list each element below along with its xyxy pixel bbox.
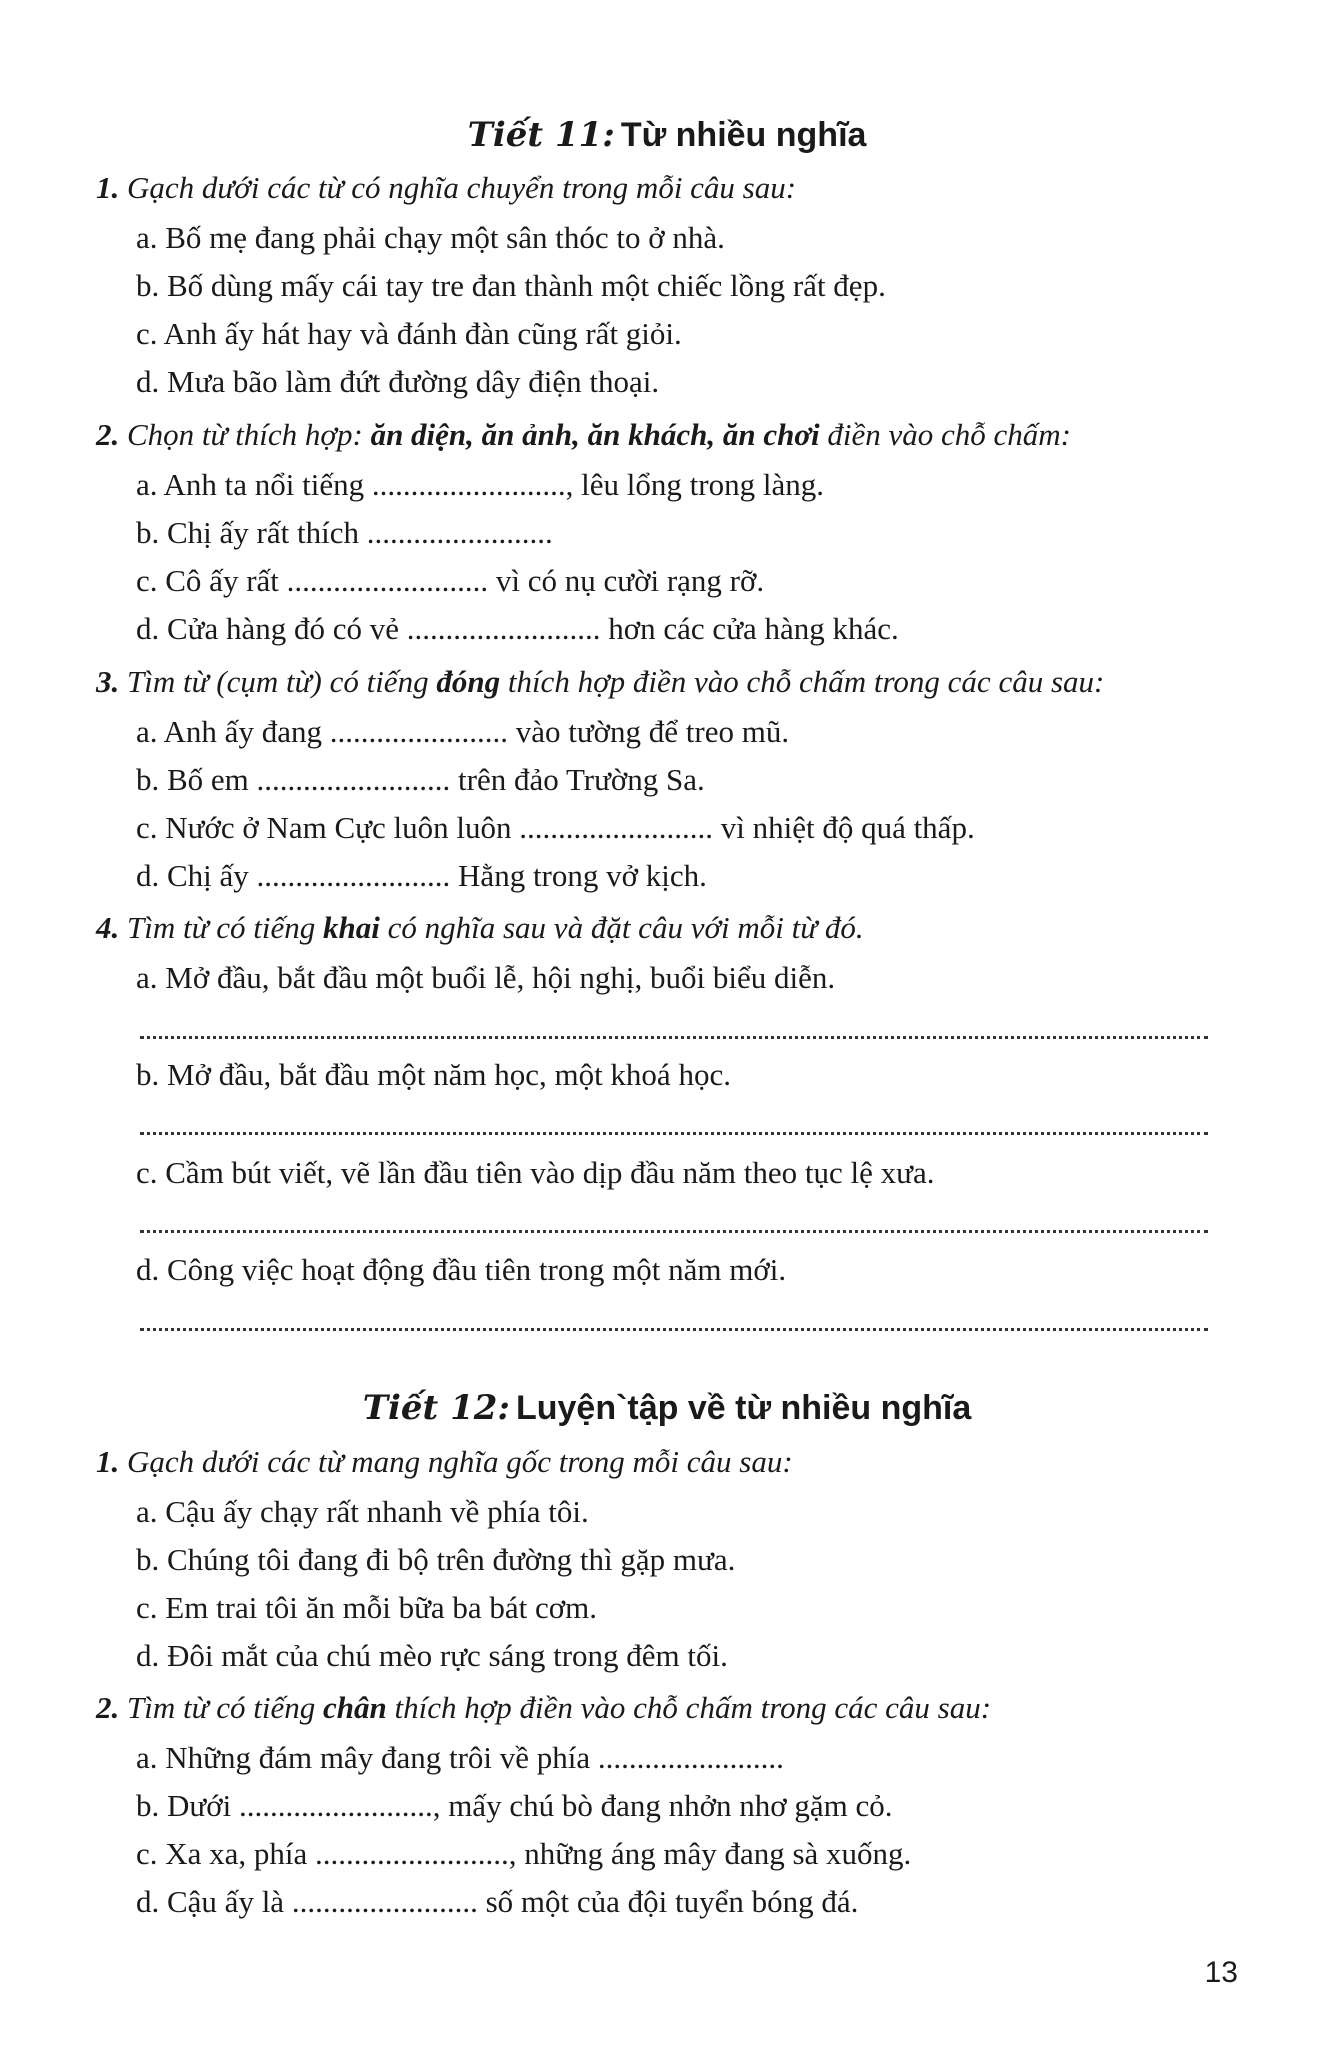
exercise-item: a. Bố mẹ đang phải chạy một sân thóc to ở nhà. <box>136 220 725 255</box>
exercise-item: c. Anh ấy hát hay và đánh đàn cũng rất giỏi. <box>136 316 682 351</box>
exercise-number: 1. <box>96 170 120 205</box>
exercise-item: b. Chúng tôi đang đi bộ trên đường thì gặp mưa. <box>136 1542 736 1577</box>
exercise-item: a. Anh ấy đang ....................... vào tường để treo mũ. <box>136 714 790 749</box>
exercise-text: điền vào chỗ chấm: <box>819 417 1071 452</box>
exercise-item: d. Cửa hàng đó có vẻ ......................... hơn các cửa hàng khác. <box>136 611 899 646</box>
section-heading: Từ nhiều nghĩa <box>620 116 867 154</box>
section-label: Tiết 12: <box>362 1388 510 1428</box>
section-heading: Luyện`tập về từ nhiều nghĩa <box>515 1389 972 1427</box>
exercise-text: Gạch dưới các từ mang nghĩa gốc trong mỗi câu sau: <box>127 1444 793 1479</box>
exercise-keyword: đóng <box>436 664 501 699</box>
exercise-keyword: chân <box>323 1690 387 1725</box>
exercise-item: d. Đôi mắt của chú mèo rực sáng trong đêm tối. <box>136 1638 728 1673</box>
exercise-prompt <box>96 662 1104 702</box>
exercise-prompt <box>96 168 796 208</box>
answer-line <box>140 1036 1208 1039</box>
exercise-text: thích hợp điền vào chỗ chấm trong các câu sau: <box>386 1690 992 1725</box>
exercise-item: b. Bố dùng mấy cái tay tre đan thành một chiếc lồng rất đẹp. <box>136 268 886 303</box>
exercise-item: d. Công việc hoạt động đầu tiên trong một năm mới. <box>136 1252 787 1287</box>
page-number: 13 <box>1204 1956 1238 1989</box>
exercise-item: c. Nước ở Nam Cực luôn luôn ......................... vì nhiệt độ quá thấp. <box>136 810 975 845</box>
exercise-number: 2. <box>96 1690 120 1725</box>
exercise-item: b. Bố em ......................... trên đảo Trường Sa. <box>136 762 705 797</box>
exercise-item: d. Cậu ấy là ........................ số một của đội tuyển bóng đá. <box>136 1884 859 1919</box>
section-title-tiet-11 <box>0 112 1334 158</box>
exercise-text: Tìm từ có tiếng <box>127 910 324 945</box>
exercise-text: Gạch dưới các từ có nghĩa chuyển trong mỗi câu sau: <box>127 170 797 205</box>
exercise-prompt <box>96 908 864 948</box>
exercise-text: Tìm từ (cụm từ) có tiếng <box>127 664 437 699</box>
exercise-item: b. Dưới ........................., mấy chú bò đang nhởn nhơ gặm cỏ. <box>136 1788 893 1823</box>
exercise-item: c. Cô ấy rất .......................... vì có nụ cười rạng rỡ. <box>136 563 765 598</box>
exercise-item: a. Cậu ấy chạy rất nhanh về phía tôi. <box>136 1494 589 1529</box>
exercise-item: b. Chị ấy rất thích ........................ <box>136 515 553 550</box>
section-title-tiet-12 <box>0 1385 1334 1431</box>
answer-line <box>140 1328 1208 1331</box>
exercise-number: 4. <box>96 910 120 945</box>
exercise-item: c. Cầm bút viết, vẽ lần đầu tiên vào dịp đầu năm theo tục lệ xưa. <box>136 1155 935 1190</box>
section-label: Tiết 11: <box>467 115 615 155</box>
exercise-item: d. Mưa bão làm đứt đường dây điện thoại. <box>136 364 660 399</box>
exercise-text: Tìm từ có tiếng <box>127 1690 324 1725</box>
exercise-prompt <box>96 1688 991 1728</box>
exercise-item: c. Em trai tôi ăn mỗi bữa ba bát cơm. <box>136 1590 598 1625</box>
exercise-item: c. Xa xa, phía ........................., những áng mây đang sà xuống. <box>136 1836 912 1871</box>
exercise-keyword: ăn diện, ăn ảnh, ăn khách, ăn chơi <box>370 417 820 452</box>
exercise-prompt <box>96 415 1071 455</box>
exercise-text: thích hợp điền vào chỗ chấm trong các câu sau: <box>500 664 1105 699</box>
exercise-item: a. Mở đầu, bắt đầu một buổi lễ, hội nghị, buổi biểu diễn. <box>136 960 836 995</box>
exercise-text: Chọn từ thích hợp: <box>127 417 371 452</box>
exercise-item: b. Mở đầu, bắt đầu một năm học, một khoá học. <box>136 1057 731 1092</box>
exercise-keyword: khai <box>323 910 380 945</box>
exercise-item: d. Chị ấy ......................... Hằng trong vở kịch. <box>136 858 707 893</box>
exercise-item: a. Anh ta nổi tiếng ........................., lêu lổng trong làng. <box>136 467 824 502</box>
exercise-number: 2. <box>96 417 120 452</box>
exercise-text: có nghĩa sau và đặt câu với mỗi từ đó. <box>379 910 864 945</box>
answer-line <box>140 1132 1208 1135</box>
exercise-item: a. Những đám mây đang trôi về phía ........................ <box>136 1740 784 1775</box>
answer-line <box>140 1230 1208 1233</box>
exercise-number: 3. <box>96 664 120 699</box>
exercise-number: 1. <box>96 1444 120 1479</box>
exercise-prompt <box>96 1442 793 1482</box>
